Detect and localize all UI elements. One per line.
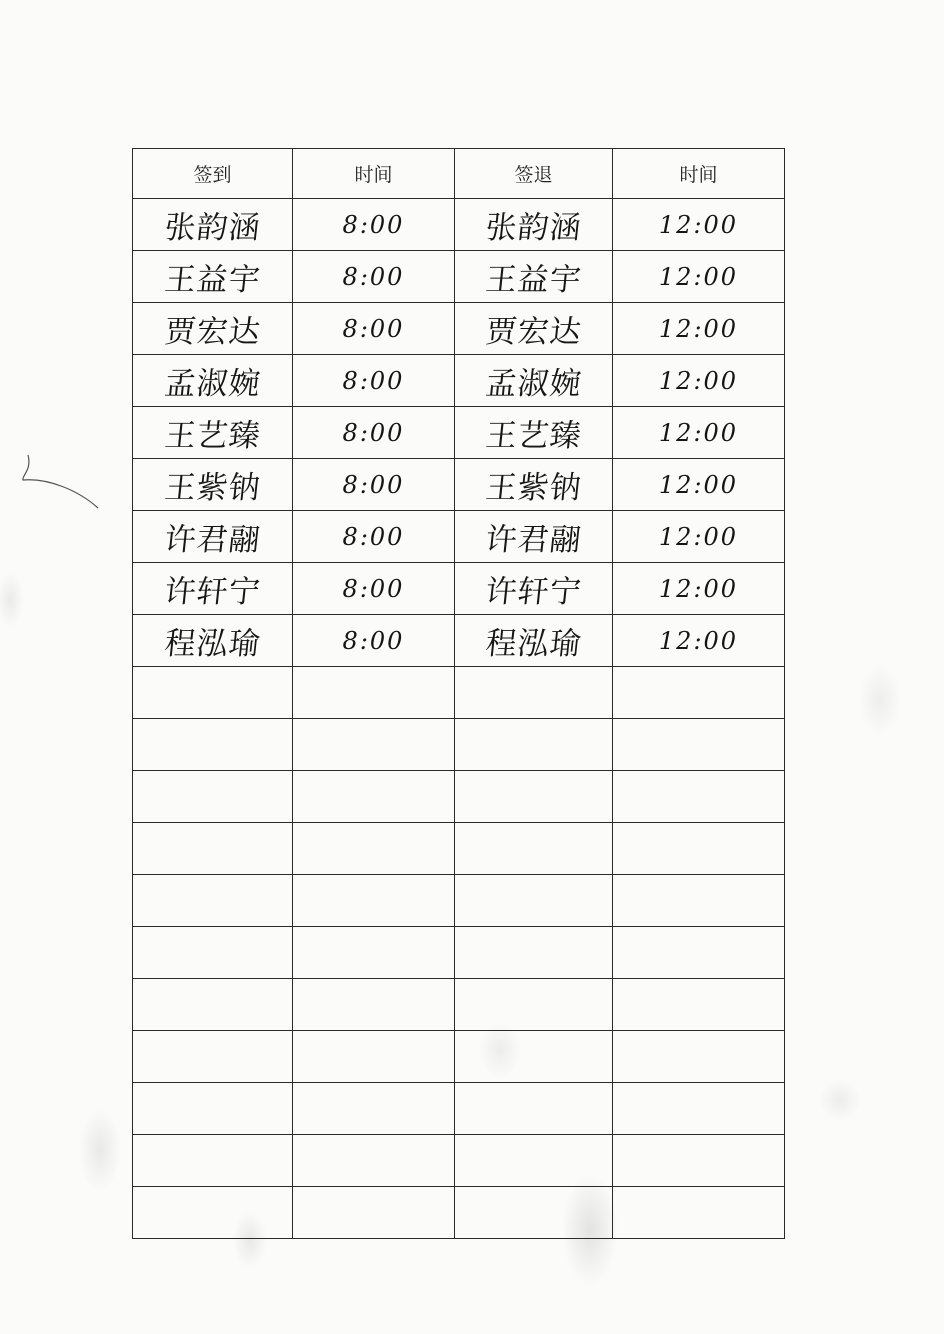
sign-in-time-cell: [293, 303, 455, 355]
sign-in-time: 8:00: [342, 314, 405, 343]
sign-out-name-cell: [455, 615, 613, 667]
empty-cell: [293, 1083, 455, 1135]
sign-out-time: 12:00: [658, 470, 739, 499]
sign-in-time: 8:00: [342, 470, 405, 499]
sign-in-name-cell: [133, 355, 293, 407]
sign-in-name-cell: [133, 511, 293, 563]
sign-in-name: 孟淑婉: [162, 366, 263, 402]
sign-out-name: 王紫钠: [483, 470, 584, 506]
empty-cell: [613, 927, 785, 979]
sign-out-name: 王益宇: [483, 262, 584, 298]
empty-row: [133, 667, 785, 719]
empty-cell: [455, 1135, 613, 1187]
empty-cell: [455, 771, 613, 823]
empty-row: [133, 823, 785, 875]
empty-cell: [293, 823, 455, 875]
sign-out-time: 12:00: [658, 418, 739, 447]
empty-cell: [133, 875, 293, 927]
sign-out-time-cell: [613, 407, 785, 459]
sign-out-name-cell: [455, 303, 613, 355]
empty-cell: [613, 823, 785, 875]
sign-out-name-cell: [455, 407, 613, 459]
empty-cell: [455, 927, 613, 979]
empty-row: [133, 1083, 785, 1135]
empty-cell: [613, 1031, 785, 1083]
empty-cell: [455, 1083, 613, 1135]
sign-out-time-cell: [613, 355, 785, 407]
header-sign-out: 签退: [455, 149, 613, 199]
empty-row: [133, 1031, 785, 1083]
sign-out-name-cell: [455, 251, 613, 303]
sign-in-time: 8:00: [342, 522, 405, 551]
empty-cell: [133, 1083, 293, 1135]
empty-cell: [293, 875, 455, 927]
sign-in-name: 张韵涵: [162, 210, 263, 246]
sign-in-name: 王紫钠: [162, 470, 263, 506]
empty-row: [133, 1135, 785, 1187]
empty-cell: [455, 719, 613, 771]
empty-cell: [133, 1031, 293, 1083]
table-row: [133, 303, 785, 355]
sign-out-name-cell: [455, 355, 613, 407]
sign-in-name-cell: [133, 563, 293, 615]
empty-row: [133, 1187, 785, 1239]
sign-out-time: 12:00: [658, 366, 739, 395]
empty-cell: [293, 667, 455, 719]
header-sign-in: 签到: [133, 149, 293, 199]
sign-in-name-cell: [133, 251, 293, 303]
sign-out-name-cell: [455, 459, 613, 511]
empty-cell: [293, 719, 455, 771]
sign-in-name-cell: [133, 199, 293, 251]
table-row: [133, 355, 785, 407]
sign-out-name-cell: [455, 199, 613, 251]
empty-cell: [613, 1187, 785, 1239]
table-row: [133, 199, 785, 251]
sign-out-time-cell: [613, 459, 785, 511]
empty-row: [133, 771, 785, 823]
empty-cell: [293, 1135, 455, 1187]
sign-in-time-cell: [293, 199, 455, 251]
empty-cell: [133, 823, 293, 875]
sign-out-time-cell: [613, 199, 785, 251]
table-row: [133, 615, 785, 667]
empty-cell: [613, 667, 785, 719]
empty-cell: [613, 979, 785, 1031]
table-row: [133, 407, 785, 459]
sign-in-time: 8:00: [342, 262, 405, 291]
sign-in-time-cell: [293, 511, 455, 563]
sign-in-name: 程泓瑜: [162, 626, 263, 662]
empty-cell: [613, 719, 785, 771]
table-body: [133, 199, 785, 1239]
sign-out-time: 12:00: [658, 522, 739, 551]
sign-in-name: 贾宏达: [162, 314, 263, 350]
empty-row: [133, 979, 785, 1031]
sign-in-time-cell: [293, 355, 455, 407]
sign-in-time-cell: [293, 459, 455, 511]
sign-in-time-cell: [293, 563, 455, 615]
header-row: [133, 149, 785, 199]
sign-in-time-cell: [293, 615, 455, 667]
empty-cell: [613, 1083, 785, 1135]
empty-cell: [455, 667, 613, 719]
empty-cell: [293, 927, 455, 979]
sign-out-name: 张韵涵: [483, 210, 584, 246]
sign-in-time: 8:00: [342, 626, 405, 655]
sign-in-name: 许君翮: [162, 522, 263, 558]
sign-in-name: 王益宇: [162, 262, 263, 298]
empty-cell: [455, 979, 613, 1031]
sign-out-name-cell: [455, 563, 613, 615]
empty-cell: [613, 1135, 785, 1187]
sign-out-name-cell: [455, 511, 613, 563]
sign-in-time-cell: [293, 251, 455, 303]
sign-out-time-cell: [613, 511, 785, 563]
empty-cell: [133, 1187, 293, 1239]
empty-cell: [455, 875, 613, 927]
sign-out-time-cell: [613, 563, 785, 615]
empty-cell: [133, 979, 293, 1031]
sign-in-time: 8:00: [342, 574, 405, 603]
empty-cell: [293, 979, 455, 1031]
table-row: [133, 563, 785, 615]
empty-cell: [455, 1187, 613, 1239]
empty-row: [133, 927, 785, 979]
sign-out-time-cell: [613, 615, 785, 667]
sign-out-name: 许轩宁: [483, 574, 584, 610]
sign-in-name: 王艺臻: [162, 418, 263, 454]
sign-out-name: 贾宏达: [483, 314, 584, 350]
sign-out-time: 12:00: [658, 210, 739, 239]
empty-cell: [455, 823, 613, 875]
header-time-in: 时间: [293, 149, 455, 199]
sign-in-name-cell: [133, 303, 293, 355]
empty-cell: [613, 771, 785, 823]
sign-in-name-cell: [133, 459, 293, 511]
sign-in-time-cell: [293, 407, 455, 459]
header-time-out: 时间: [613, 149, 785, 199]
sign-in-time: 8:00: [342, 210, 405, 239]
sign-in-table: [132, 148, 785, 1239]
stray-mark: [18, 450, 108, 520]
table-row: [133, 459, 785, 511]
sign-in-time: 8:00: [342, 418, 405, 447]
sign-in-name: 许轩宁: [162, 574, 263, 610]
sign-out-name: 程泓瑜: [483, 626, 584, 662]
sign-out-time-cell: [613, 251, 785, 303]
empty-row: [133, 875, 785, 927]
empty-cell: [613, 875, 785, 927]
sign-out-time: 12:00: [658, 314, 739, 343]
empty-cell: [293, 771, 455, 823]
empty-cell: [455, 1031, 613, 1083]
table-row: [133, 251, 785, 303]
sign-out-name: 王艺臻: [483, 418, 584, 454]
sign-in-name-cell: [133, 407, 293, 459]
empty-cell: [133, 1135, 293, 1187]
empty-cell: [133, 771, 293, 823]
empty-cell: [133, 719, 293, 771]
sign-out-time: 12:00: [658, 574, 739, 603]
sign-out-name: 孟淑婉: [483, 366, 584, 402]
empty-row: [133, 719, 785, 771]
sign-out-time: 12:00: [658, 262, 739, 291]
empty-cell: [133, 927, 293, 979]
sign-out-name: 许君翮: [483, 522, 584, 558]
empty-cell: [293, 1187, 455, 1239]
sign-out-time: 12:00: [658, 626, 739, 655]
sign-out-time-cell: [613, 303, 785, 355]
sign-in-name-cell: [133, 615, 293, 667]
table-row: [133, 511, 785, 563]
empty-cell: [133, 667, 293, 719]
sign-in-time: 8:00: [342, 366, 405, 395]
empty-cell: [293, 1031, 455, 1083]
